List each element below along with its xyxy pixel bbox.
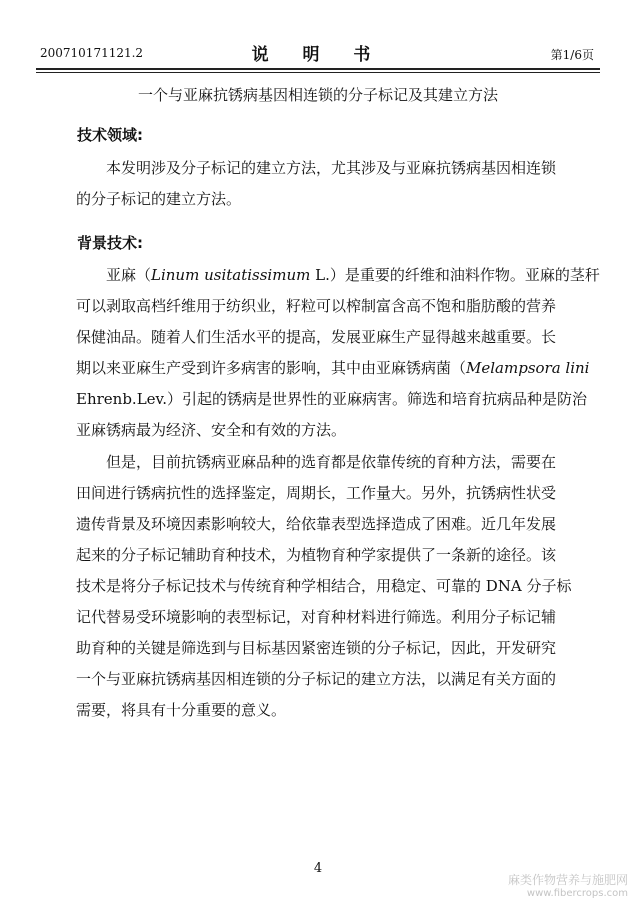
text-line: Ehrenb.Lev.）引起的锈病是世界性的亚麻病害。筛选和培育抗病品种是防治: [76, 390, 587, 408]
text-line: 技术是将分子标记技术与传统育种学相结合，用稳定、可靠的 DNA 分子标: [76, 577, 572, 595]
background-paragraph-2: [76, 447, 576, 726]
text-run: 亚麻（: [106, 266, 152, 284]
text-line: 亚麻锈病最为经济、安全和有效的方法。: [76, 421, 347, 439]
background-heading: 背景技术:: [77, 234, 143, 252]
header-rule-thin: [36, 72, 600, 73]
text-run: 期以来亚麻生产受到许多病害的影响，其中由亚麻锈病菌（: [76, 359, 467, 377]
watermark: [508, 871, 628, 899]
text-line: 但是，目前抗锈病亚麻品种的选育都是依靠传统的育种方法，需要在: [106, 453, 557, 471]
text-line: 田间进行锈病抗性的选择鉴定，周期长，工作量大。另外，抗锈病性状受: [76, 484, 557, 502]
background-paragraph-1: [76, 260, 600, 446]
text-line: 需要，将具有十分重要的意义。: [76, 701, 287, 719]
text-line: 保健油品。随着人们生活水平的提高，发展亚麻生产显得越来越重要。长: [76, 328, 557, 346]
text-run: L.）是重要的纤维和油料作物。亚麻的茎秆: [310, 266, 600, 284]
text-line: 记代替易受环境影响的表型标记，对育种材料进行筛选。利用分子标记辅: [76, 608, 557, 626]
latin-species-name: Linum usitatissimum: [151, 266, 311, 284]
text-line: 可以剥取高档纤维用于纺织业，籽粒可以榨制富含高不饱和脂肪酸的营养: [76, 297, 557, 315]
page-number: 4: [313, 861, 323, 876]
text-line: 助育种的关键是筛选到与目标基因紧密连锁的分子标记，因此，开发研究: [76, 639, 557, 657]
text-line: [76, 260, 600, 291]
text-line: 遗传背景及环境因素影响较大，给依靠表型选择造成了困难。近几年发展: [76, 515, 557, 533]
page-label: 第1/6页: [550, 48, 594, 62]
text-line: 起来的分子标记辅助育种技术，为植物育种学家提供了一条新的途径。该: [76, 546, 557, 564]
text-line: 一个与亚麻抗锈病基因相连锁的分子标记的建立方法，以满足有关方面的: [76, 670, 557, 688]
technical-field-paragraph: [76, 153, 576, 215]
header-rule-thick: [36, 68, 600, 70]
document-type-title: 说 明 书: [251, 45, 385, 65]
watermark-url: www.fibercrops.com: [526, 888, 628, 899]
watermark-site-name: 麻类作物营养与施肥网: [507, 873, 628, 887]
text-line: 的分子标记的建立方法。: [76, 190, 242, 208]
application-number: 200710171121.2: [40, 46, 144, 60]
technical-field-heading: 技术领域:: [77, 126, 143, 144]
text-line: 本发明涉及分子标记的建立方法，尤其涉及与亚麻抗锈病基因相连锁: [106, 159, 557, 177]
text-line: [76, 353, 590, 384]
document-title: 一个与亚麻抗锈病基因相连锁的分子标记及其建立方法: [137, 86, 498, 104]
latin-species-name: Melampsora lini: [466, 359, 590, 377]
